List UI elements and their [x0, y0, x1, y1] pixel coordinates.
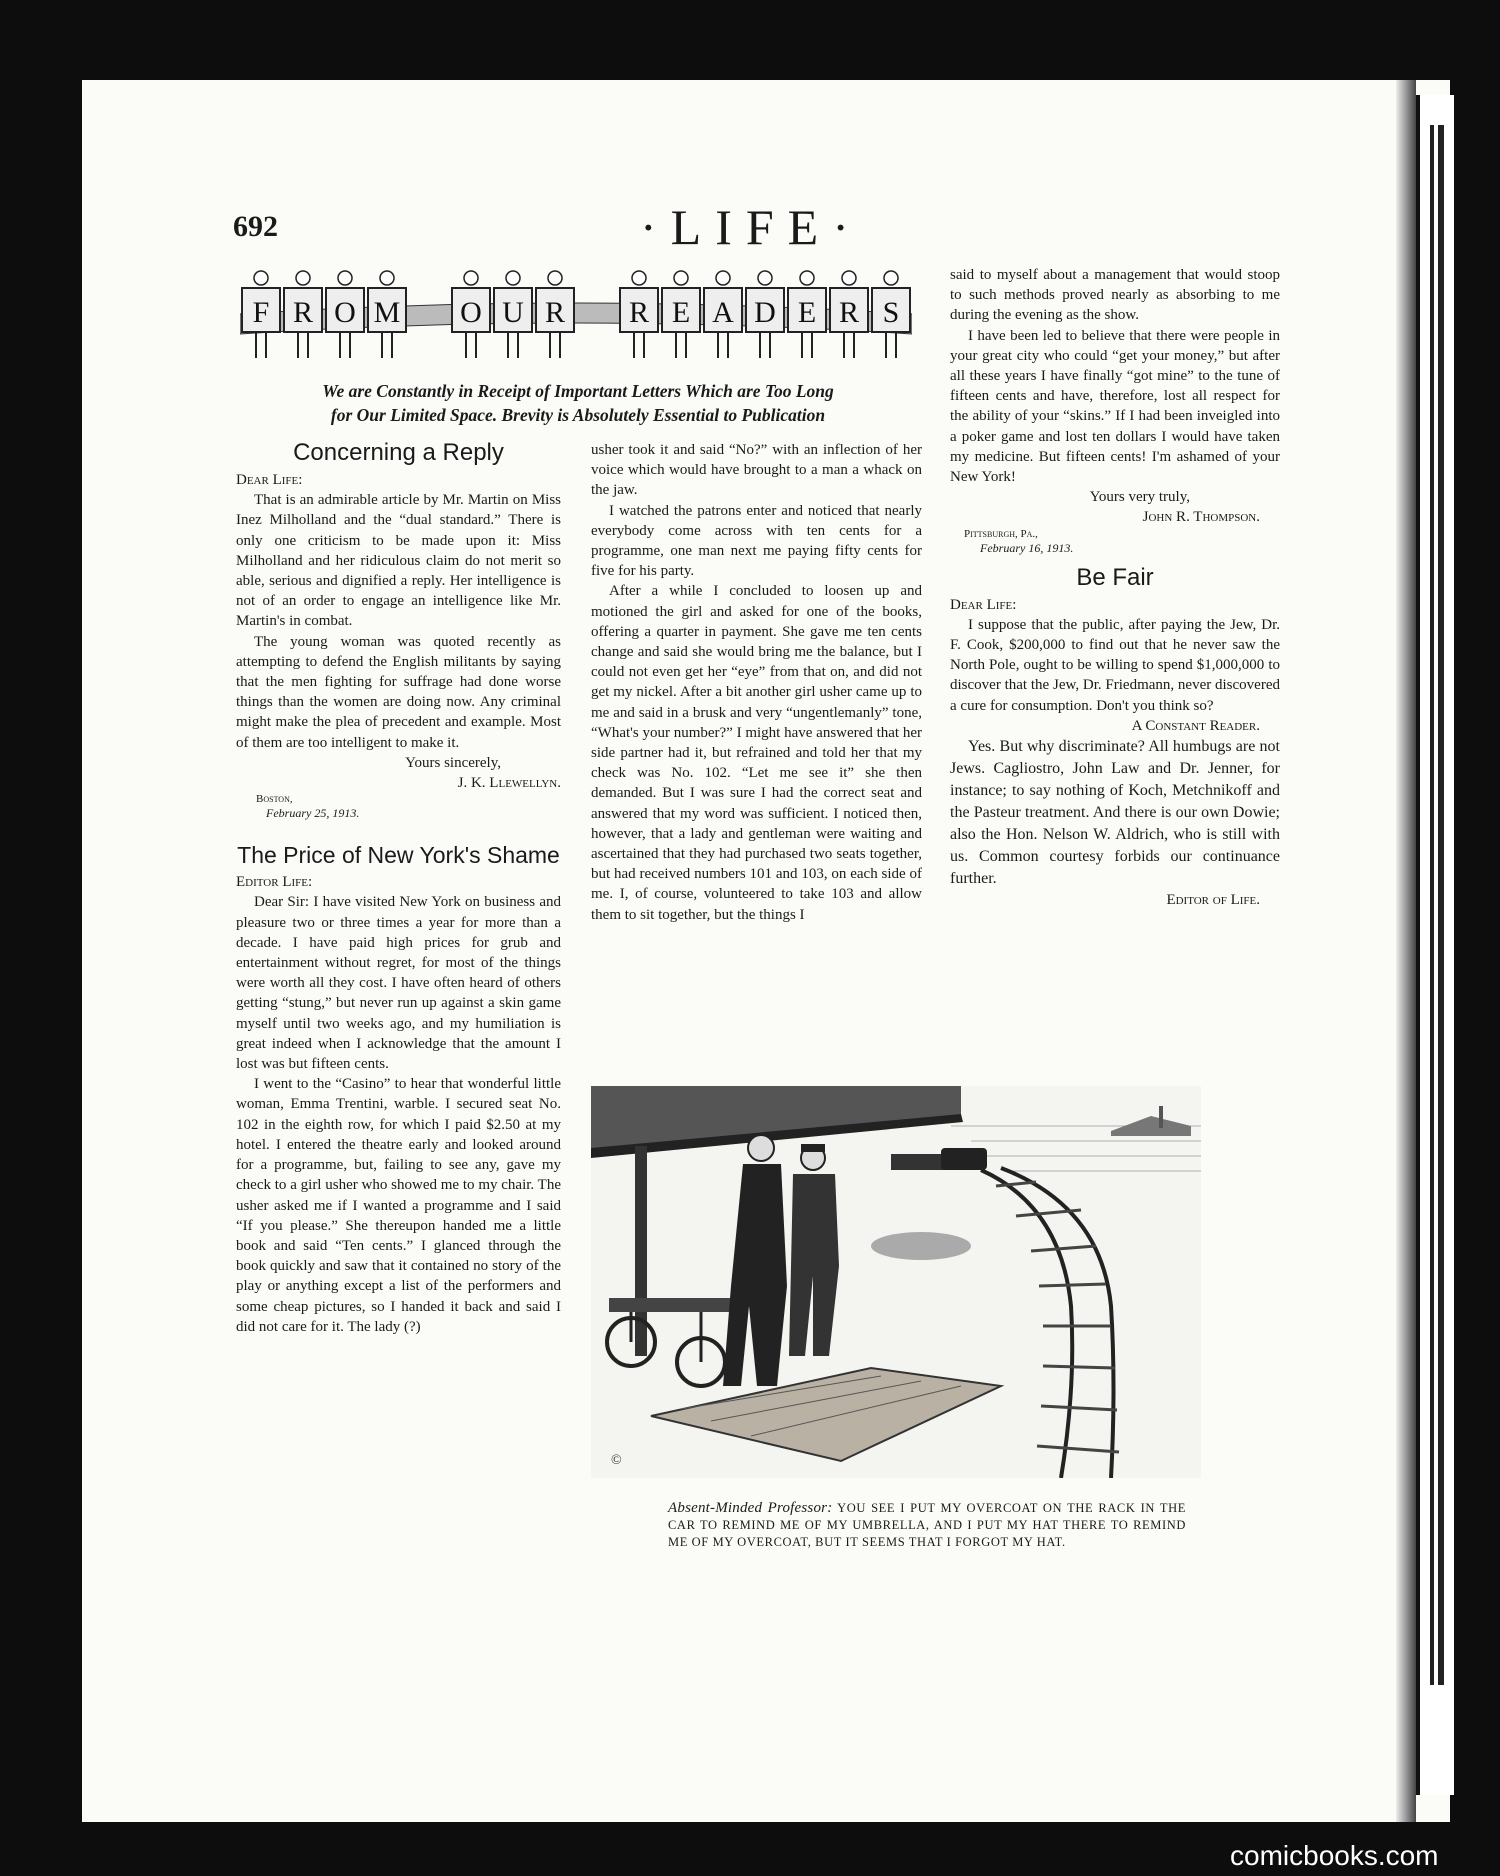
magazine-title: ·LIFE·	[640, 199, 863, 255]
banner-figure-head	[884, 271, 898, 285]
paragraph: I watched the patrons enter and noticed that nearly everybody come across with ten cents for a programme, one man next me paying fifty cents for five for his party.	[591, 502, 922, 580]
salutation: Editor Life:	[236, 874, 313, 891]
caption-text: YOU SEE I PUT MY OVERCOAT ON THE RACK IN THE CAR TO REMIND ME OF MY UMBRELLA, AND I PUT MY HAT THERE TO REMIND ME OF MY OVERCOAT, BUT IT SEEMS THAT I FORGOT MY HAT.	[668, 1501, 1187, 1549]
banner-letter: R	[628, 296, 650, 329]
banner-letter: O	[334, 296, 356, 329]
banner-letter: E	[797, 296, 817, 329]
paragraph: The young woman was quoted recently as attempting to defend the English militants by saying that the men fighting for suffrage had done worse things than the women are doing now. Any criminal might make the plea of precedent and example. Most of them are too intelligent to make it.	[236, 633, 561, 751]
page-gutter	[1396, 80, 1416, 1822]
paragraph: I suppose that the public, after paying the Jew, Dr. F. Cook, $200,000 to find out that he never saw the North Pole, ought to be willing to spend $1,000,000 to discover that the Jew, Dr. Friedmann, never discovered a cure for consumption. Don't you think so?	[950, 616, 1280, 714]
letter-place: Boston,	[256, 793, 293, 806]
paragraph: I have been led to believe that there were people in your great city who could “get your money,” but after all these years I have finally “got mine” to the tune of fifteen cents and have, therefore, lost all respect for the ability of your “skins.” If I had been inveigled into a poker game and lost ten dollars I would have taken my medicine. But fifteen cents! I'm ashamed of your New York!	[950, 327, 1280, 486]
article-title-price-of-new-yorks-shame: The Price of New York's Shame	[237, 842, 560, 869]
banner-letter: R	[838, 296, 860, 329]
banner-figure-head	[758, 271, 772, 285]
page-number: 692	[233, 210, 278, 243]
banner-letter: S	[882, 296, 900, 329]
banner-figure-head	[254, 271, 268, 285]
editor-signature: Editor of Life.	[1166, 892, 1260, 909]
banner-figure-head	[548, 271, 562, 285]
article-title-concerning-a-reply: Concerning a Reply	[293, 439, 504, 466]
banner-figure-head	[338, 271, 352, 285]
banner-letter: D	[754, 296, 776, 329]
paragraph: usher took it and said “No?” with an inflection of her voice which would have brought to a man a whack on the jaw.	[591, 442, 922, 499]
letter-place: Pittsburgh, Pa.,	[964, 527, 1038, 540]
closing: Yours very truly,	[1089, 489, 1190, 506]
banner-figure-head	[716, 271, 730, 285]
column-3	[950, 265, 1280, 910]
signature: John R. Thompson.	[1142, 509, 1260, 526]
paragraph: Dear Sir: I have visited New York on business and pleasure two or three times a year for more than a decade. I have paid high prices for grub and entertainment without regret, for most of the things were worth all they cost. I have often heard of others getting “stung,” but never run up against a skin game myself until two weeks ago, and my humiliation is great indeed when I acknowledge that the amount I lost was but fifteen cents.	[236, 894, 561, 1073]
banner-figure-head	[800, 271, 814, 285]
facing-page-edge	[1416, 95, 1454, 1795]
caption-speaker: Absent-Minded Professor:	[668, 1500, 833, 1516]
column-1	[236, 436, 561, 1337]
signature: J. K. Llewellyn.	[457, 775, 561, 792]
banner-figure-head	[380, 271, 394, 285]
from-our-readers-banner	[240, 262, 912, 364]
salutation: Dear Life:	[950, 596, 1017, 613]
svg-text:©: ©	[611, 1453, 622, 1468]
letter-date: February 25, 1913.	[266, 806, 360, 821]
banner-letter: O	[460, 296, 482, 329]
banner-figure-head	[674, 271, 688, 285]
paragraph: That is an admirable article by Mr. Martin on Miss Inez Milholland and the “dual standard.” There is only one criticism to be made upon it: Miss Milholland and her ridiculous claim do not merit so able, serious and dignified a reply. Her intelligence is not of an order to engage an intelligence like Mr. Martin's in combat.	[236, 492, 561, 630]
banner-letter: E	[671, 296, 691, 329]
article-title-be-fair: Be Fair	[1076, 563, 1154, 591]
paragraph: I went to the “Casino” to hear that wonderful little woman, Emma Trentini, warble. I secured seat No. 102 in the eighth row, for which I paid $2.50 at my hotel. I entered the theatre early and looked around for a programme, but, failing to see any, gave my check to a girl usher who showed me to my chair. The usher asked me if I wanted a programme and I said “If you please.” She thereupon handed me a little book and said “Ten cents.” I glanced through the book quickly and saw that it contained no story of the play or anything except a list of the performers and some cheap pictures, so I handed it back and said I did not care for it. The lady (?)	[236, 1076, 561, 1335]
banner-figure-head	[506, 271, 520, 285]
signature: A Constant Reader.	[1131, 717, 1260, 734]
banner-letter: R	[292, 296, 314, 329]
banner-figure-head	[842, 271, 856, 285]
editor-reply: Yes. But why discriminate? All humbugs are not Jews. Cagliostro, John Law and Dr. Jenner, for instance; to say nothing of Koch, Metchnikoff and the Pasteur treatment. And there is our own Dowie; also the Hon. Nelson W. Aldrich, who is still with us. Common courtesy forbids our continuance further.	[950, 738, 1280, 888]
banner-figure-head	[464, 271, 478, 285]
banner-figure-head	[296, 271, 310, 285]
column-2	[591, 440, 922, 925]
banner-letter: F	[252, 296, 270, 329]
paragraph: said to myself about a management that would stoop to such methods proved nearly as absorbing to me during the evening as the show.	[950, 267, 1280, 324]
letter-date: February 16, 1913.	[980, 540, 1074, 555]
cartoon-caption	[668, 1500, 1186, 1551]
banner-letter: M	[373, 296, 401, 329]
banner-letter: U	[502, 296, 524, 329]
closing: Yours sincerely,	[405, 754, 501, 771]
banner-letter: R	[544, 296, 566, 329]
paragraph: After a while I concluded to loosen up and motioned the girl and asked for one of the books, offering a quarter in payment. She gave me ten cents change and said she would bring me the balance, but I could not even get her “eye” from that on, and did not get my nickel. After a bit another girl usher came up to me and said in a brusk and very “ungentlemanly” tone, “What's your number?” I might have answered that her side partner had it, but refrained and told her that my check was No. 102. “Let me see it” she then demanded. But I was sure I had the correct seat and answered that my word was sufficient. I noticed then, however, that a lady and gentleman were waiting and ascertained that they had purchased two seats together, but had received numbers 101 and 103, on each side of me. I, of course, volunteered to take 103 and allow them to sit together, but the things I	[591, 583, 922, 923]
site-watermark: comicbooks.com	[1230, 1840, 1439, 1871]
banner-subtitle: We are Constantly in Receipt of Important Letters Which are Too Long for Our Limited Space. Brevity is Absolutely Essential to Publication	[322, 381, 834, 425]
banner-figure-head	[632, 271, 646, 285]
banner-letter: A	[712, 296, 734, 329]
salutation: Dear Life:	[236, 472, 303, 488]
absent-minded-professor-cartoon	[591, 1086, 1201, 1478]
